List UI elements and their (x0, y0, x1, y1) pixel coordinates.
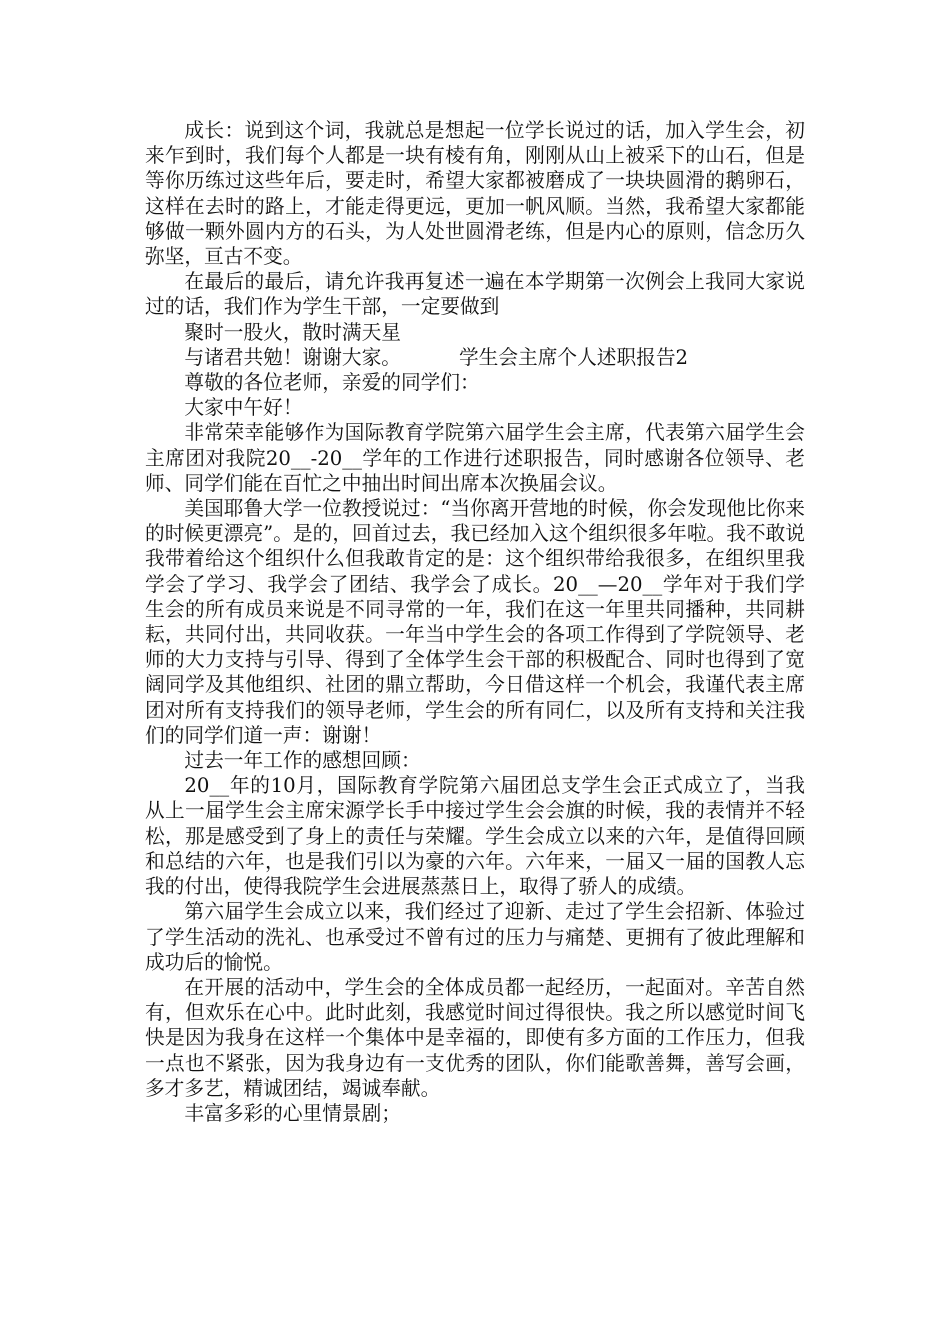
paragraph: 美国耶鲁大学一位教授说过：“当你离开营地的时候，你会发现他比你来的时候更漂亮”。是的，回首过去，我已经加入这个组织很多年啦。我不敢说我带着给这个组织什么但我敢肯定的是：这个组织带给我很多，在组织里我学会了学习、我学会了团结、我学会了成长。20__—20__学年对于我们学生会的所有成员来说是不同寻常的一年，我们在这一年里共同播种，共同耕耘，共同付出，共同收获。一年当中学生会的各项工作得到了学院领导、老师的大力支持与引导、得到了全体学生会干部的积极配合、同时也得到了宽阔同学及其他组织、社团的鼎立帮助，今日借这样一个机会，我谨代表主席团对所有支持我们的领导老师，学生会的所有同仁，以及所有支持和关注我们的同学们道一声：谢谢！ (145, 497, 805, 747)
paragraph: 第六届学生会成立以来，我们经过了迎新、走过了学生会招新、体验过了学生活动的洗礼、也承受过不曾有过的压力与痛楚、更拥有了彼此理解和成功后的愉悦。 (145, 900, 805, 974)
closing-line (145, 345, 805, 370)
paragraph: 聚时一股火，散时满天星 (184, 320, 401, 344)
salutation: 尊敬的各位老师，亲爱的同学们： (184, 371, 480, 395)
section-heading: 丰富多彩的心里情景剧； (184, 1101, 401, 1125)
greeting: 大家中午好！ (184, 396, 303, 420)
paragraph: 20__年的10月，国际教育学院第六届团总支学生会正式成立了，当我从上一届学生会主席宋源学长手中接过学生会会旗的时候，我的表情并不轻松，那是感受到了身上的责任与荣耀。学生会成立以来的六年，是值得回顾和总结的六年，也是我们引以为豪的六年。六年来，一届又一届的国教人忘我的付出，使得我院学生会进展蒸蒸日上，取得了骄人的成绩。 (145, 774, 805, 899)
paragraph: 在最后的最后，请允许我再复述一遍在本学期第一次例会上我同大家说过的话，我们作为学生干部，一定要做到 (145, 270, 805, 319)
section-heading: 过去一年工作的感想回顾： (184, 749, 421, 773)
paragraph: 成长：说到这个词，我就总是想起一位学长说过的话，加入学生会，初来乍到时，我们每个人都是一块有棱有角，刚刚从山上被采下的山石，但是等你历练过这些年后，要走时，希望大家都被磨成了一块块圆滑的鹅卵石，这样在去时的路上，才能走得更远，更加一帆风顺。当然，我希望大家都能够做一颗外圆内方的石头，为人处世圆滑老练，但是内心的原则，信念历久弥坚，亘古不变。 (145, 119, 805, 269)
paragraph: 非常荣幸能够作为国际教育学院第六届学生会主席，代表第六届学生会主席团对我院20__-20__学年的工作进行述职报告，同时感谢各位领导、老师、同学们能在百忙之中抽出时间出席本次换届会议。 (145, 421, 805, 495)
document-page (145, 118, 805, 1126)
section-title: 学生会主席个人述职报告2 (458, 345, 689, 369)
paragraph: 在开展的活动中，学生会的全体成员都一起经历，一起面对。辛苦自然有，但欢乐在心中。此时此刻，我感觉时间过得很快。我之所以感觉时间飞快是因为我身在这样一个集体中是幸福的，即使有多方面的工作压力，但我一点也不紧张，因为我身边有一支优秀的团队，你们能歌善舞，善写会画，多才多艺，精诚团结，竭诚奉献。 (145, 975, 805, 1100)
closing-text: 与诸君共勉！谢谢大家。 (184, 345, 401, 369)
